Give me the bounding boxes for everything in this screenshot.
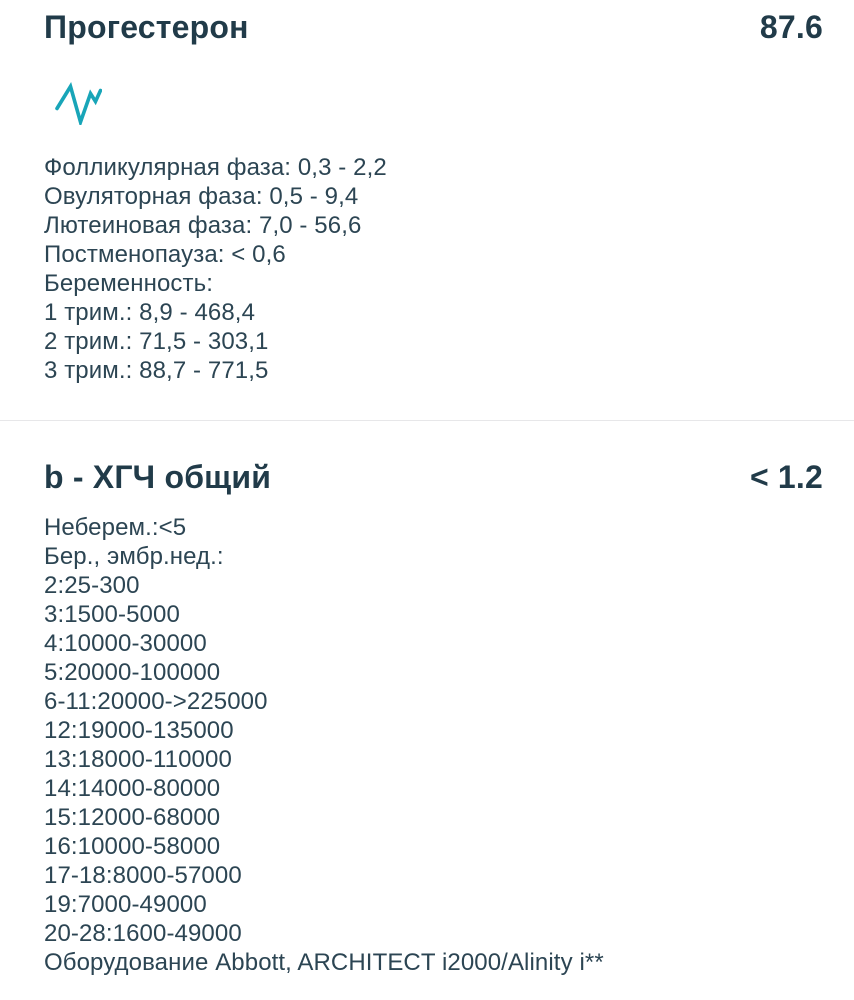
reference-range-line: 5:20000-100000 [44, 659, 221, 686]
test-header [44, 8, 823, 46]
reference-range-line: Лютеиновая фаза: 7,0 - 56,6 [44, 212, 362, 239]
reference-range-line: 14:14000-80000 [44, 775, 221, 802]
reference-range-line: 17-18:8000-57000 [44, 862, 242, 889]
test-header [44, 458, 823, 496]
reference-range-line: Беременность: [44, 270, 213, 297]
reference-range-line: 1 трим.: 8,9 - 468,4 [44, 299, 256, 326]
reference-range-line: 19:7000-49000 [44, 891, 207, 918]
test-name: b - ХГЧ общий [44, 459, 272, 495]
reference-range-line: Оборудование Abbott, ARCHITECT i2000/Alinity i** [44, 949, 604, 976]
reference-range-line: 2:25-300 [44, 572, 140, 599]
reference-range-line: Бер., эмбр.нед.: [44, 543, 224, 570]
reference-range-line: Неберем.:<5 [44, 514, 187, 541]
reference-range-line: 3:1500-5000 [44, 601, 180, 628]
test-result-value: 87.6 [759, 9, 823, 45]
reference-range-line: 3 трим.: 88,7 - 771,5 [44, 357, 269, 384]
pulse-chart-icon[interactable] [55, 80, 102, 125]
reference-range-line: 6-11:20000->225000 [44, 688, 268, 715]
reference-range-line: 15:12000-68000 [44, 804, 221, 831]
reference-ranges [44, 153, 823, 385]
test-result-value: < 1.2 [749, 459, 823, 495]
reference-range-line: 2 трим.: 71,5 - 303,1 [44, 328, 269, 355]
reference-range-line: Постменопауза: < 0,6 [44, 241, 286, 268]
reference-range-line: Овуляторная фаза: 0,5 - 9,4 [44, 183, 359, 210]
reference-range-line: 16:10000-58000 [44, 833, 221, 860]
reference-range-line: Фолликулярная фаза: 0,3 - 2,2 [44, 154, 387, 181]
reference-range-line: 4:10000-30000 [44, 630, 207, 657]
test-name: Прогестерон [44, 9, 249, 45]
reference-range-line: 13:18000-110000 [44, 746, 232, 773]
reference-range-line: 20-28:1600-49000 [44, 920, 242, 947]
reference-ranges [44, 513, 823, 977]
test-row-bhcg[interactable] [0, 421, 854, 977]
test-row-progesterone[interactable] [0, 0, 854, 385]
reference-range-line: 12:19000-135000 [44, 717, 234, 744]
